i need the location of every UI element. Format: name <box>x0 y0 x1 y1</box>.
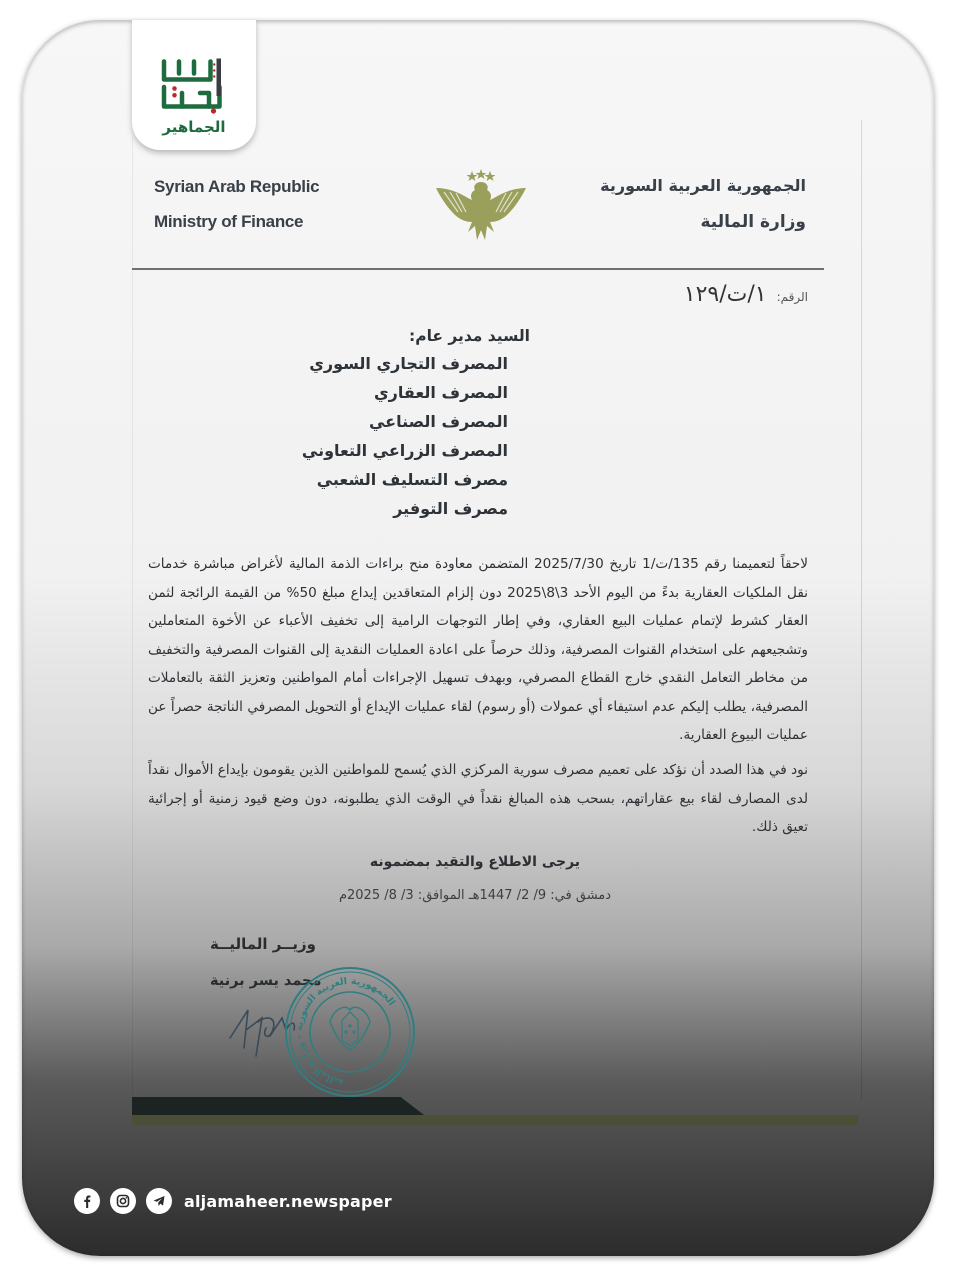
eagle-emblem-icon <box>428 166 534 246</box>
letterhead-ar-ministry: وزارة المالية <box>700 212 806 232</box>
bank-item: مصرف التسليف الشعبي <box>316 469 508 489</box>
body-paragraph-2: نود في هذا الصدد أن نؤكد على تعميم مصرف سورية المركزي الذي يُسمح للمواطنين الذين يقومون بإيداع الأموال نقداً لدى المصارف لقاء بيع عقاراتهم، بسحب هذه المبالغ نقداً في الوقت الذي يطلبونه، دون وضع قيود زمنية أو إجرائية تعيق ذلك. <box>148 762 808 835</box>
addressee-title: السيد مدير عام: <box>409 327 530 345</box>
reference-row <box>684 282 808 307</box>
brand-logo-tab <box>132 20 256 150</box>
brand-logo <box>144 54 244 114</box>
signatory-name: محمد يسر برنية <box>210 973 322 989</box>
instagram-icon[interactable] <box>110 1188 136 1214</box>
telegram-icon[interactable] <box>146 1188 172 1214</box>
reference-number: ١/ت/١٢٩ <box>683 282 767 307</box>
closing-line: يرجى الاطلاع والتقيد بمضمونه <box>369 854 581 870</box>
bank-item: المصرف الزراعي التعاوني <box>301 440 508 460</box>
bank-item: المصرف التجاري السوري <box>309 353 508 373</box>
letterhead-en-country: Syrian Arab Republic <box>154 177 320 196</box>
bank-list <box>302 349 530 523</box>
social-footer <box>74 1188 392 1214</box>
addressee-block <box>302 328 530 523</box>
letterhead-ar-country: الجمهورية العربية السورية <box>600 176 806 195</box>
stamp-text-path: الجمهورية العربية السورية - وزارة المالية <box>293 975 398 1088</box>
signatory-title: وزيــر الماليــة <box>210 935 316 953</box>
bank-item: مصرف التوفير <box>393 498 508 518</box>
letterhead-divider <box>132 268 824 270</box>
brand-logo-text: الجماهير <box>162 118 226 136</box>
bank-item: المصرف الصناعي <box>368 411 508 431</box>
reference-label: الرقم: <box>776 290 808 304</box>
social-handle[interactable]: aljamaheer.newspaper <box>184 1191 392 1211</box>
paper-edge-right <box>861 120 862 1100</box>
footer-stripe-dark <box>132 1097 424 1115</box>
date-line: دمشق في: 9/ 2/ 1447هـ الموافق: 3/ 8/ 2025م <box>338 888 612 903</box>
body-paragraph-1: لاحقاً لتعميمنا رقم 135/ت/1 تاريخ 2025/7/30 المتضمن معاودة منح براءات الذمة المالية لأغراض مباشرة خدمات نقل الملكيات العقارية بدءً من اليوم الأحد 3\8\2025 دون إلزام المتعاقدين إيداع مبلغ 50% من القيمة الرائجة لثمن العقار كشرط لإتمام عمليات البيع العقاري، وفي إطار التوجهات الرامية إلى تخفيف الأعباء عن الأخوة المتعاملين وتشجيعهم على استخدام القنوات المصرفية، وذلك حرصاً على اعادة العمليات النقدية إلى القنوات المصرفية والتخفيف من مخاطر التعامل النقدي خارج القطاع المصرفي، وبهدف تسهيل الإجراءات أمام المواطنين وتعزيز الثقة بالتعاملات المصرفية، يطلب إليكم عدم استيفاء أي عمولات (أو رسوم) لقاء عمليات الإيداع أو التحويل المصرفي الناتجة حصراً عن عمليات البيوع العقارية. <box>148 556 809 743</box>
official-stamp <box>280 962 420 1102</box>
bank-item: المصرف العقاري <box>373 382 508 402</box>
footer-stripe-olive <box>132 1115 858 1125</box>
facebook-icon[interactable] <box>74 1188 100 1214</box>
letterhead-en-ministry: Ministry of Finance <box>154 212 304 231</box>
paper-edge-left <box>132 137 133 1117</box>
